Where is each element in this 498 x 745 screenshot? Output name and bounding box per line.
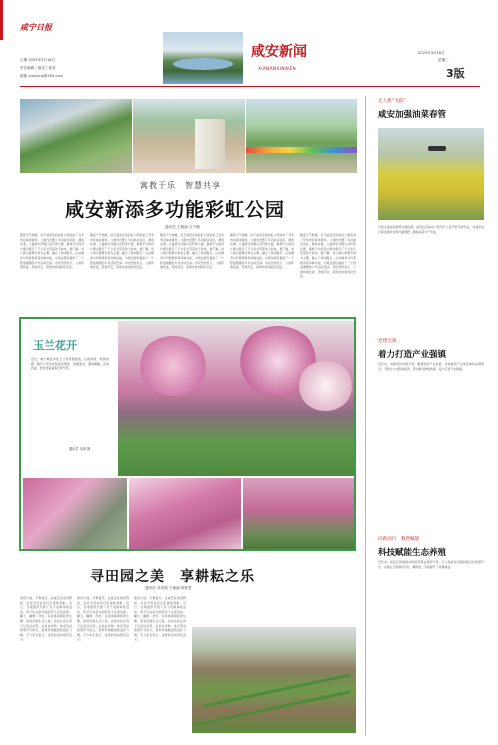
farm-body-col1: 春回大地，万物复苏。在咸安区的田野间，处处可见农民们忙碌的身影。近日，当地组织开展了亲子农耕体验活动，孩子们在家长的陪伴下走进田间，翻土、播种、浇水，亲身体验耕耘的乐趣，感受田园生活之美。活动旨在让孩子们亲近自然、认识农作物、体会劳动的艰辛与快乐，培养珍惜粮食的良好习惯。不少家长表示，这样的活动很有意义。	[20, 596, 72, 642]
right-kicker-1: 无人机“飞防”	[378, 99, 406, 104]
page-number: 3版	[446, 67, 465, 80]
right-head-2: 着力打造产业强镇	[378, 350, 447, 360]
issue-date: 2025年3月18日	[418, 51, 445, 55]
farm-field-photo	[192, 627, 356, 733]
farm-headline: 寻田园之美 享耕耘之乐	[90, 569, 255, 585]
main-body-col1: 随着天气转暖，位于咸安区的彩虹公园迎来了众多市民前来游玩。公园内设置了多功能活动区、健身步道、儿童游乐设施以及科普长廊，寓教于乐的设计理念吸引了不少家长带着孩子前来。据了解，该公园以智慧共享为主题，融合了休闲娱乐、运动健身与科普教育等多种功能，为周边居民提供了一个舒适便捷的户外活动空间。市民纷纷表示，公园环境优美，设施齐全，是周末休闲的好去处。	[20, 233, 84, 270]
masthead-landscape-photo	[163, 32, 243, 84]
right-text-2: 近年来，该镇坚持党建引领，聚焦特色产业发展，持续推进产业链延伸和品牌建设，不断壮大村集体经济，带动群众增收致富，着力打造产业强镇。	[378, 362, 484, 371]
magnolia-photo-middle	[129, 478, 241, 549]
right-head-3: 科技赋能生态养殖	[378, 548, 447, 558]
magnolia-main-photo	[118, 321, 354, 476]
rainbow-park-photo-3	[246, 99, 357, 173]
left-red-tab	[0, 0, 3, 40]
magnolia-photo-left	[23, 478, 127, 549]
section-title: 咸安新闻	[251, 44, 307, 60]
farm-byline: 通讯员 邓奇瑞 王雅丽 何斯君	[145, 586, 192, 590]
rainbow-park-photo-1	[20, 99, 132, 173]
issue-weekday: 星期二	[438, 58, 449, 62]
magnolia-title: 玉兰花开	[33, 339, 77, 352]
main-body-col4: 随着天气转暖，位于咸安区的彩虹公园迎来了众多市民前来游玩。公园内设置了多功能活动区、健身步道、儿童游乐设施以及科普长廊，寓教于乐的设计理念吸引了不少家长带着孩子前来。据了解，该公园以智慧共享为主题，融合了休闲娱乐、运动健身与科普教育等多种功能，为周边居民提供了一个舒适便捷的户外活动空间。市民纷纷表示，公园环境优美，设施齐全，是周末休闲的好去处。	[230, 233, 294, 270]
rainbow-park-photo-2	[133, 99, 245, 173]
right-text-1: 当前正值油菜春管关键时期，咸安区各地农户利用无人机开展飞防作业，对油菜进行病虫害防治和叶面施肥，确保油菜丰产丰收。	[378, 225, 484, 234]
magnolia-photo-right	[243, 478, 354, 549]
magnolia-box	[19, 317, 356, 551]
section-title-en: XIANANXINWEN	[258, 66, 297, 71]
main-headline: 咸安新添多功能彩虹公园	[65, 199, 286, 221]
right-kicker-3: 向新而行 数智赋能	[378, 537, 420, 542]
drone-field-photo	[378, 128, 484, 220]
right-kicker-2: 党建引领	[378, 339, 397, 344]
main-body-col3: 随着天气转暖，位于咸安区的彩虹公园迎来了众多市民前来游玩。公园内设置了多功能活动区、健身步道、儿童游乐设施以及科普长廊，寓教于乐的设计理念吸引了不少家长带着孩子前来。据了解，该公园以智慧共享为主题，融合了休闲娱乐、运动健身与科普教育等多种功能，为周边居民提供了一个舒适便捷的户外活动空间。市民纷纷表示，公园环境优美，设施齐全，是周末休闲的好去处。	[160, 233, 224, 270]
main-body-col5: 随着天气转暖，位于咸安区的彩虹公园迎来了众多市民前来游玩。公园内设置了多功能活动区、健身步道、儿童游乐设施以及科普长廊，寓教于乐的设计理念吸引了不少家长带着孩子前来。据了解，该公园以智慧共享为主题，融合了休闲娱乐、运动健身与科普教育等多种功能，为周边居民提供了一个舒适便捷的户外活动空间。市民纷纷表示，公园环境优美，设施齐全，是周末休闲的好去处。	[300, 233, 356, 279]
paper-logo: 咸宁日报	[20, 22, 52, 32]
farm-body-col2: 春回大地，万物复苏。在咸安区的田野间，处处可见农民们忙碌的身影。近日，当地组织开展了亲子农耕体验活动，孩子们在家长的陪伴下走进田间，翻土、播种、浇水，亲身体验耕耘的乐趣，感受田园生活之美。活动旨在让孩子们亲近自然、认识农作物、体会劳动的艰辛与快乐，培养珍惜粮食的良好习惯。不少家长表示，这样的活动很有意义。	[77, 596, 129, 642]
masthead-info-2: 责任编辑 / 版式 / 校对	[20, 66, 56, 70]
masthead-info-1: 日期 2025年3月18日	[20, 58, 56, 62]
right-head-1: 咸安加强油菜春管	[378, 110, 447, 120]
right-text-3: 近年来，咸安区积极推动传统养殖业转型升级，引入智能化设备和数字化管理平台，实现生态养殖科学化、精细化，有效提升了养殖效益。	[378, 560, 484, 569]
main-byline: 通讯员 王雅丽 万子楠	[165, 225, 200, 229]
masthead-info-3: 邮箱 xianning@163.com	[20, 74, 64, 78]
main-kicker: 寓教于乐 智慧共享	[140, 181, 221, 190]
magnolia-credit: 通讯员 吴涛 摄	[69, 447, 91, 451]
main-body-col2: 随着天气转暖，位于咸安区的彩虹公园迎来了众多市民前来游玩。公园内设置了多功能活动区、健身步道、儿童游乐设施以及科普长廊，寓教于乐的设计理念吸引了不少家长带着孩子前来。据了解，该公园以智慧共享为主题，融合了休闲娱乐、运动健身与科普教育等多种功能，为周边居民提供了一个舒适便捷的户外活动空间。市民纷纷表示，公园环境优美，设施齐全，是周末休闲的好去处。	[90, 233, 154, 270]
right-column-divider	[365, 96, 366, 736]
masthead-rule	[20, 86, 480, 87]
farm-body-col3: 春回大地，万物复苏。在咸安区的田野间，处处可见农民们忙碌的身影。近日，当地组织开展了亲子农耕体验活动，孩子们在家长的陪伴下走进田间，翻土、播种、浇水，亲身体验耕耘的乐趣，感受田园生活之美。活动旨在让孩子们亲近自然、认识农作物、体会劳动的艰辛与快乐，培养珍惜粮食的良好习惯。不少家长表示，这样的活动很有意义。	[134, 596, 186, 642]
magnolia-text: 近日，咸宁城区多处玉兰花竞相绽放，白的如雪，粉的似霞，吸引了众多市民驻足观赏、拍照留念。春风拂面，花香四溢，处处洋溢着春天的气息。	[31, 357, 109, 371]
